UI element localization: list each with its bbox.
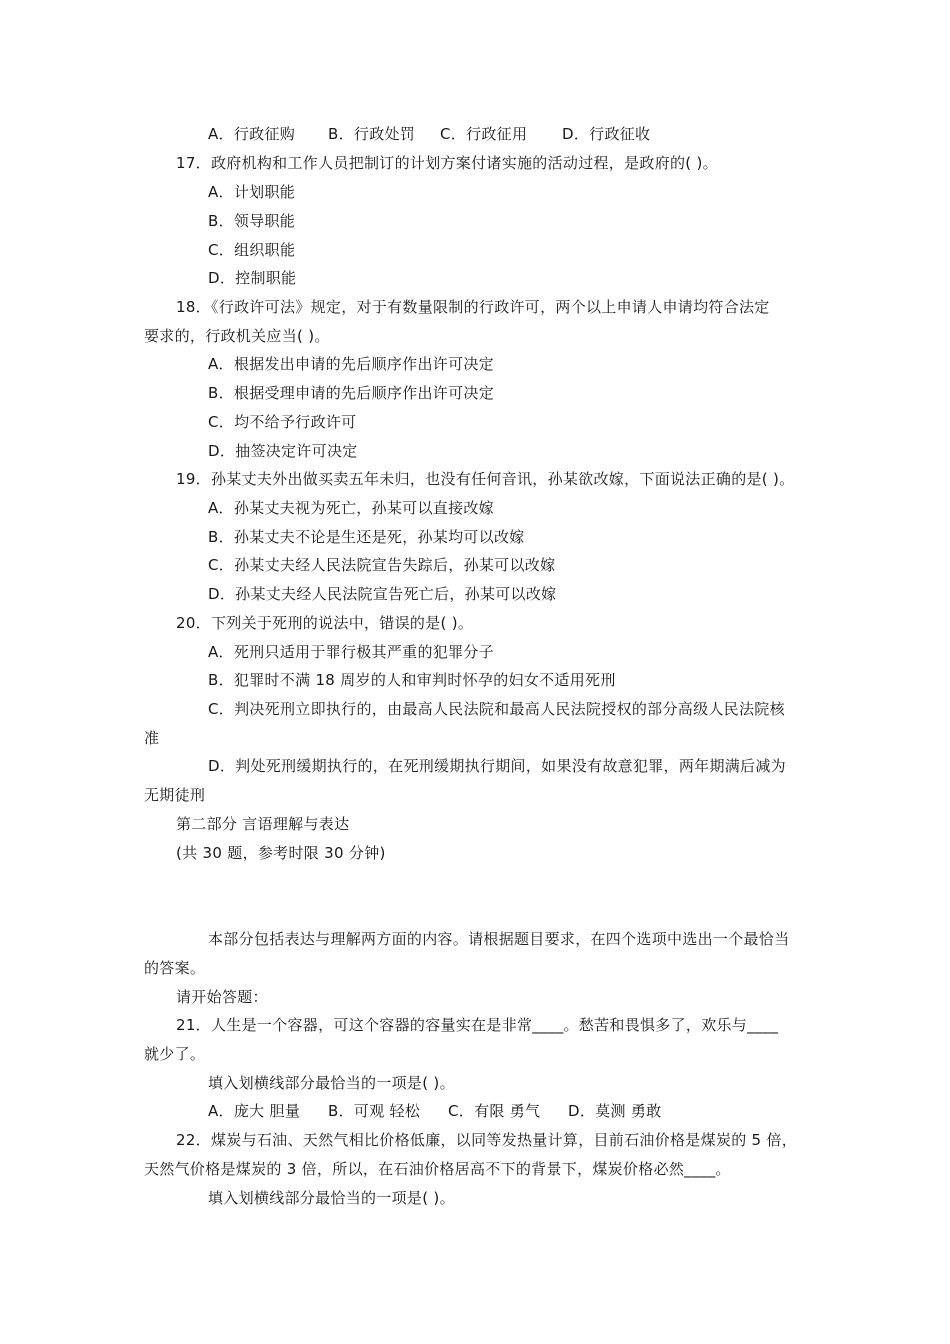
q20-option-d-line1: D．判处死刑缓期执行的，在死刑缓期执行期间，如果没有故意犯罪，两年期满后减为 [208, 757, 786, 775]
q16-option-c: C．行政征用 [440, 125, 528, 143]
q20-option-b: B．犯罪时不满 18 周岁的人和审判时怀孕的妇女不适用死刑 [208, 671, 616, 689]
q18-stem-line1: 18．《行政许可法》规定，对于有数量限制的行政许可，两个以上申请人申请均符合法定 [176, 298, 770, 316]
part2-title: 第二部分 言语理解与表达 [176, 815, 350, 833]
q20-option-d-line2: 无期徒刑 [144, 786, 206, 804]
q18-option-d: D．抽签决定许可决定 [208, 442, 358, 460]
q17-option-c: C．组织职能 [208, 241, 296, 259]
q21-option-a: A．庞大 胆量 [208, 1102, 301, 1120]
q17-option-d: D．控制职能 [208, 269, 297, 287]
q22-prompt: 填入划横线部分最恰当的一项是( )。 [208, 1189, 455, 1207]
q21-option-d: D．莫测 勇敢 [568, 1102, 662, 1120]
start-prompt: 请开始答题： [176, 988, 268, 1006]
q21-stem-line1: 21．人生是一个容器，可这个容器的容量实在是非常____。愁苦和畏惧多了，欢乐与____ [176, 1016, 779, 1034]
q20-stem: 20．下列关于死刑的说法中，错误的是( )。 [176, 614, 474, 632]
part2-subtitle: (共 30 题，参考时限 30 分钟) [176, 844, 386, 862]
q20-option-c-line2: 准 [144, 729, 160, 747]
q17-option-a: A．计划职能 [208, 183, 296, 201]
q19-option-b: B．孙某丈夫不论是生还是死，孙某均可以改嫁 [208, 528, 525, 546]
q20-option-c-line1: C．判决死刑立即执行的，由最高人民法院和最高人民法院授权的部分高级人民法院核 [208, 700, 785, 718]
q17-option-b: B．领导职能 [208, 212, 296, 230]
q21-stem-line2: 就少了。 [144, 1045, 206, 1063]
q19-option-c: C．孙某丈夫经人民法院宣告失踪后，孙某可以改嫁 [208, 556, 556, 574]
q21-option-b: B．可观 轻松 [328, 1102, 421, 1120]
q22-stem-line2: 天然气价格是煤炭的 3 倍，所以，在石油价格居高不下的背景下，煤炭价格必然____。 [144, 1160, 731, 1178]
q16-options [208, 124, 650, 144]
q16-option-d: D．行政征收 [562, 125, 651, 143]
intro-line2: 的答案。 [144, 959, 206, 977]
q17-stem: 17．政府机构和工作人员把制订的计划方案付诸实施的活动过程，是政府的( )。 [176, 154, 718, 172]
q21-prompt: 填入划横线部分最恰当的一项是( )。 [208, 1074, 455, 1092]
q18-option-c: C．均不给予行政许可 [208, 413, 357, 431]
q21-options [208, 1101, 661, 1121]
q20-option-a: A．死刑只适用于罪行极其严重的犯罪分子 [208, 643, 494, 661]
q19-stem: 19．孙某丈夫外出做买卖五年未归，也没有任何音讯，孙某欲改嫁，下面说法正确的是( )。 [176, 470, 795, 488]
q16-option-a: A．行政征购 [208, 125, 296, 143]
q22-stem-line1: 22．煤炭与石油、天然气相比价格低廉，以同等发热量计算，目前石油价格是煤炭的 5 倍， [176, 1131, 798, 1149]
q18-stem-line2: 要求的，行政机关应当( )。 [144, 327, 330, 345]
q16-option-b: B．行政处罚 [328, 125, 416, 143]
q18-option-a: A．根据发出申请的先后顺序作出许可决定 [208, 355, 494, 373]
intro-line1: 本部分包括表达与理解两方面的内容。请根据题目要求，在四个选项中选出一个最恰当 [208, 930, 790, 948]
q21-option-c: C．有限 勇气 [448, 1102, 541, 1120]
q18-option-b: B．根据受理申请的先后顺序作出许可决定 [208, 384, 494, 402]
q19-option-d: D．孙某丈夫经人民法院宣告死亡后，孙某可以改嫁 [208, 585, 557, 603]
q19-option-a: A．孙某丈夫视为死亡，孙某可以直接改嫁 [208, 499, 494, 517]
